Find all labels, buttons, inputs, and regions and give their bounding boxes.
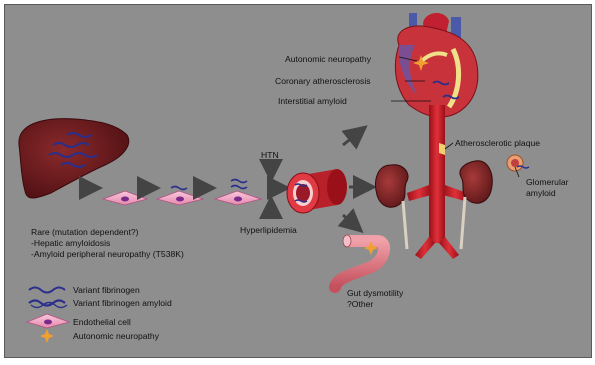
variant-fibrinogen-amyloid-icon — [29, 301, 67, 308]
label-glomerular: Glomerular — [526, 177, 569, 187]
label-interstitial-amyloid: Interstitial amyloid — [278, 96, 347, 106]
gut-illustration — [335, 235, 384, 287]
hepatic-note-line-1: Rare (mutation dependent?) — [31, 227, 139, 237]
label-htn: HTN — [261, 150, 279, 160]
heart-illustration — [395, 13, 478, 117]
legend-text-variant-fibrinogen: Variant fibrinogen — [73, 285, 140, 295]
label-hyperlipidemia: Hyperlipidemia — [240, 225, 297, 235]
legend-text-variant-fibrinogen-amyloid: Variant fibrinogen amyloid — [73, 298, 172, 308]
endothelial-cell-3 — [215, 180, 261, 206]
hepatic-note-line-3: -Amyloid peripheral neuropathy (T538K) — [31, 249, 184, 259]
glomerulus-illustration — [507, 155, 529, 171]
legend-text-autonomic-neuropathy: Autonomic neuropathy — [73, 331, 159, 341]
endothelial-cell-2 — [157, 187, 203, 206]
kidney-right — [460, 161, 492, 249]
variant-fibrinogen-icon — [29, 288, 65, 293]
label-autonomic-neuropathy: Autonomic neuropathy — [285, 54, 371, 64]
figure-panel — [4, 4, 592, 358]
label-other: ?Other — [347, 299, 374, 309]
label-atherosclerotic-plaque: Atherosclerotic plaque — [455, 138, 541, 148]
legend-text-endothelial-cell: Endothelial cell — [73, 317, 131, 327]
label-amyloid: amyloid — [526, 188, 556, 198]
label-coronary-atherosclerosis: Coronary atherosclerosis — [275, 76, 371, 86]
hepatic-note-line-2: -Hepatic amyloidosis — [31, 238, 111, 248]
autonomic-neuropathy-icon — [40, 329, 54, 343]
endothelial-cell-1 — [103, 191, 147, 205]
label-gut-dysmotility: Gut dysmotility — [347, 288, 404, 298]
aorta-illustration — [407, 105, 467, 259]
vessel-cross-section — [287, 169, 347, 213]
endothelial-cell-icon — [27, 314, 69, 328]
liver-illustration — [19, 119, 129, 198]
endothelial-cells — [103, 180, 261, 206]
